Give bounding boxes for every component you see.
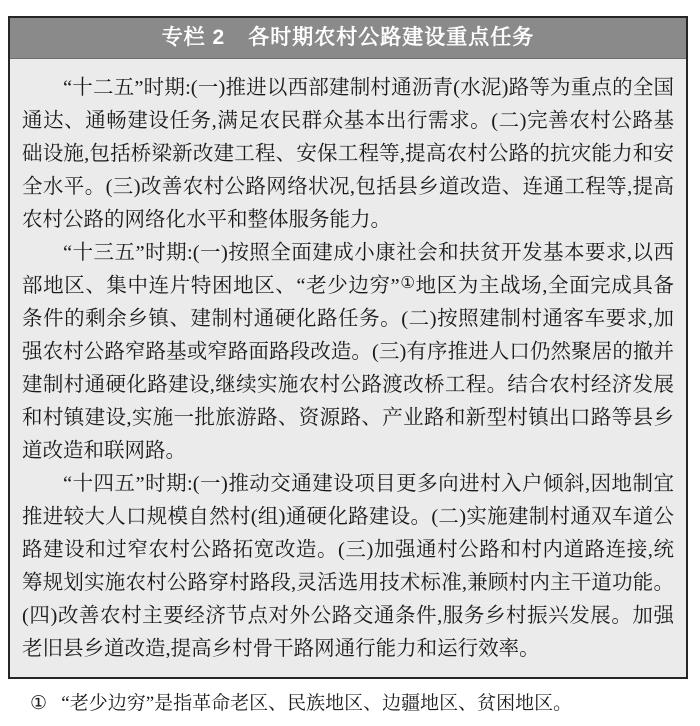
panel-body <box>10 59 686 677</box>
paragraph-14th-five-year: “十四五”时期:(一)推动交通建设项目更多向进村入户倾斜,因地制宜推进较大人口规模自然村(组)通硬化路建设。(二)实施建制村通双车道公路建设和过窄农村公路拓宽改造。(三)加强通村公路和村内道路连接,统筹规划实施农村公路穿村路段,灵活选用技术标准,兼顾村内主干道功能。(四)改善农村主要经济节点对外公路交通条件,服务乡村振兴发展。加强老旧县乡道改造,提高乡村骨干路网通行能力和运行效率。 <box>22 473 674 660</box>
panel-header-label: 专栏 2 <box>161 26 226 49</box>
footnote <box>30 692 680 716</box>
footnote-marker: ① <box>30 693 48 714</box>
panel-header <box>10 18 686 59</box>
footnote-reference-1: ① <box>399 272 416 292</box>
paragraph-13th-post: 地区为主战场,全面完成具备条件的剩余乡镇、建制村通硬化路任务。(二)按照建制村通客车要求,加强农村公路窄路基或窄路面路段改造。(三)有序推进人口仍然聚居的撤并建制村通硬化路建设,继续实施农村公路渡改桥工程。结合农村经济发展和村镇建设,实施一批旅游路、资源路、产业路和新型村镇出口路等县乡道改造和联网路。 <box>22 275 675 462</box>
paragraph-12th-five-year: “十二五”时期:(一)推进以西部建制村通沥青(水泥)路等为重点的全国通达、通畅建设任务,满足农民群众基本出行需求。(二)完善农村公路基础设施,包括桥梁新改建工程、安保工程等,提高农村公路的抗灾能力和安全水平。(三)改善农村公路网络状况,包括县乡道改造、连通工程等,提高农村公路的网络化水平和整体服务能力。 <box>22 77 674 231</box>
paragraph-13th-pre: “十三五”时期:(一)按照全面建成小康社会和扶贫开发基本要求,以西部地区、集中连片特困地区、“老少边穷” <box>22 242 674 297</box>
paragraph-13th-five-year <box>22 237 674 468</box>
panel-header-title: 各时期农村公路建设重点任务 <box>248 26 535 49</box>
column-panel <box>8 16 688 679</box>
footnote-text: “老少边穷”是指革命老区、民族地区、边疆地区、贫困地区。 <box>61 693 573 714</box>
